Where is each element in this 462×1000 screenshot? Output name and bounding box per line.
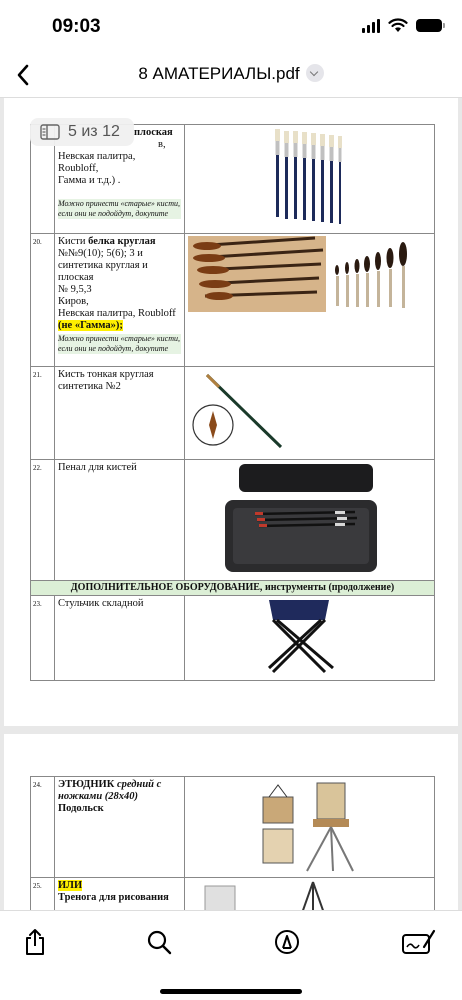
row-text: № 9,5,3 <box>58 284 92 295</box>
row-title <box>58 779 181 803</box>
section-title: ДОПОЛНИТЕЛЬНОЕ ОБОРУДОВАНИЕ, <box>70 582 263 593</box>
cellular-signal-icon <box>362 19 380 33</box>
materials-table <box>30 776 435 910</box>
row-text: Стульчик складной <box>58 598 144 609</box>
home-indicator <box>160 989 302 994</box>
row-description <box>55 367 185 460</box>
document-title-text: 8 АМАТЕРИАЛЫ.pdf <box>138 64 300 83</box>
row-text: Тренога для рисования <box>58 892 169 903</box>
highlighted-text: (не «Гамма»); <box>58 320 123 331</box>
row-description <box>55 234 185 367</box>
table-row <box>31 596 435 681</box>
row-text: №№9(10); 5(6); 3 и <box>58 248 143 259</box>
status-time: 09:03 <box>52 16 101 37</box>
battery-icon <box>416 19 442 32</box>
nav-bar <box>0 52 462 98</box>
table-row <box>31 878 435 911</box>
row-number: 25. <box>31 878 55 911</box>
brush-case-image <box>185 460 433 576</box>
row-text: Кисть тонкая круглая <box>58 369 154 380</box>
page-indicator[interactable] <box>30 118 134 146</box>
section-subtitle: инструменты (продолжение) <box>262 582 395 593</box>
row-text: Кисти <box>58 236 89 247</box>
row-text: Невская палитра, Roubloff <box>58 308 176 319</box>
bottom-toolbar <box>0 910 462 1000</box>
markup-icon <box>274 929 300 955</box>
row-image-cell <box>185 460 435 581</box>
markup-button[interactable] <box>270 925 304 959</box>
row-description <box>55 878 185 911</box>
thumbnails-icon <box>40 124 60 140</box>
document-title[interactable] <box>0 64 462 84</box>
row-note: Можно принести «старые» кисти, если они не подойдут, докупите <box>58 334 180 353</box>
share-button[interactable] <box>18 925 52 959</box>
round-brushes-image <box>185 234 433 362</box>
status-bar <box>0 0 462 52</box>
search-icon <box>146 929 172 955</box>
row-text: Невская палитра, <box>58 151 136 162</box>
row-text: Гамма и т.д.) . <box>58 175 121 186</box>
section-header-row <box>31 581 435 596</box>
page-indicator-text: 5 из 12 <box>68 123 120 140</box>
thin-brush-image <box>185 367 433 455</box>
row-text-bold: ЭТЮДНИК <box>58 779 115 790</box>
pdf-viewport[interactable] <box>0 98 462 910</box>
pdf-page <box>4 98 458 726</box>
search-button[interactable] <box>142 925 176 959</box>
wifi-icon <box>388 18 408 33</box>
row-description <box>55 596 185 681</box>
row-number: 24. <box>31 777 55 878</box>
tripod-image <box>185 878 433 910</box>
row-text-bold-italic: средний с ножками (28х40) <box>58 779 162 802</box>
row-text: плоская <box>134 127 173 138</box>
row-number: 21. <box>31 367 55 460</box>
row-text: синтетика №2 <box>58 381 121 392</box>
row-title <box>58 236 181 248</box>
table-row <box>31 777 435 878</box>
row-number: 23. <box>31 596 55 681</box>
row-image-cell <box>185 596 435 681</box>
row-text: Пенал для кистей <box>58 462 137 473</box>
pdf-page <box>4 734 458 910</box>
row-note: Можно принести «старые» кисти, если они не подойдут, докупите <box>58 199 180 218</box>
materials-table <box>30 124 435 681</box>
flat-brushes-image <box>185 125 433 229</box>
row-number: 20. <box>31 234 55 367</box>
chevron-down-icon[interactable] <box>306 64 324 82</box>
row-text: Киров, <box>58 296 89 307</box>
row-text: Roubloff, <box>58 163 99 174</box>
row-image-cell <box>185 367 435 460</box>
row-image-cell <box>185 777 435 878</box>
sign-button[interactable] <box>402 925 436 959</box>
row-number: 22. <box>31 460 55 581</box>
row-text: Подольск <box>58 803 104 814</box>
highlighted-text: ИЛИ <box>58 880 83 891</box>
table-row <box>31 234 435 367</box>
section-header <box>31 581 435 596</box>
row-image-cell <box>185 878 435 911</box>
row-image-cell <box>185 125 435 234</box>
row-text: синтетика круглая и плоская <box>58 260 148 283</box>
sign-icon <box>402 929 436 955</box>
row-text: в, <box>158 139 166 150</box>
folding-stool-image <box>185 596 433 676</box>
table-row <box>31 367 435 460</box>
easel-box-image <box>185 777 433 873</box>
status-icons <box>362 18 442 33</box>
share-icon <box>23 928 47 956</box>
table-row <box>31 460 435 581</box>
row-image-cell <box>185 234 435 367</box>
row-description <box>55 460 185 581</box>
row-description <box>55 777 185 878</box>
row-text-bold: белка круглая <box>88 236 156 247</box>
